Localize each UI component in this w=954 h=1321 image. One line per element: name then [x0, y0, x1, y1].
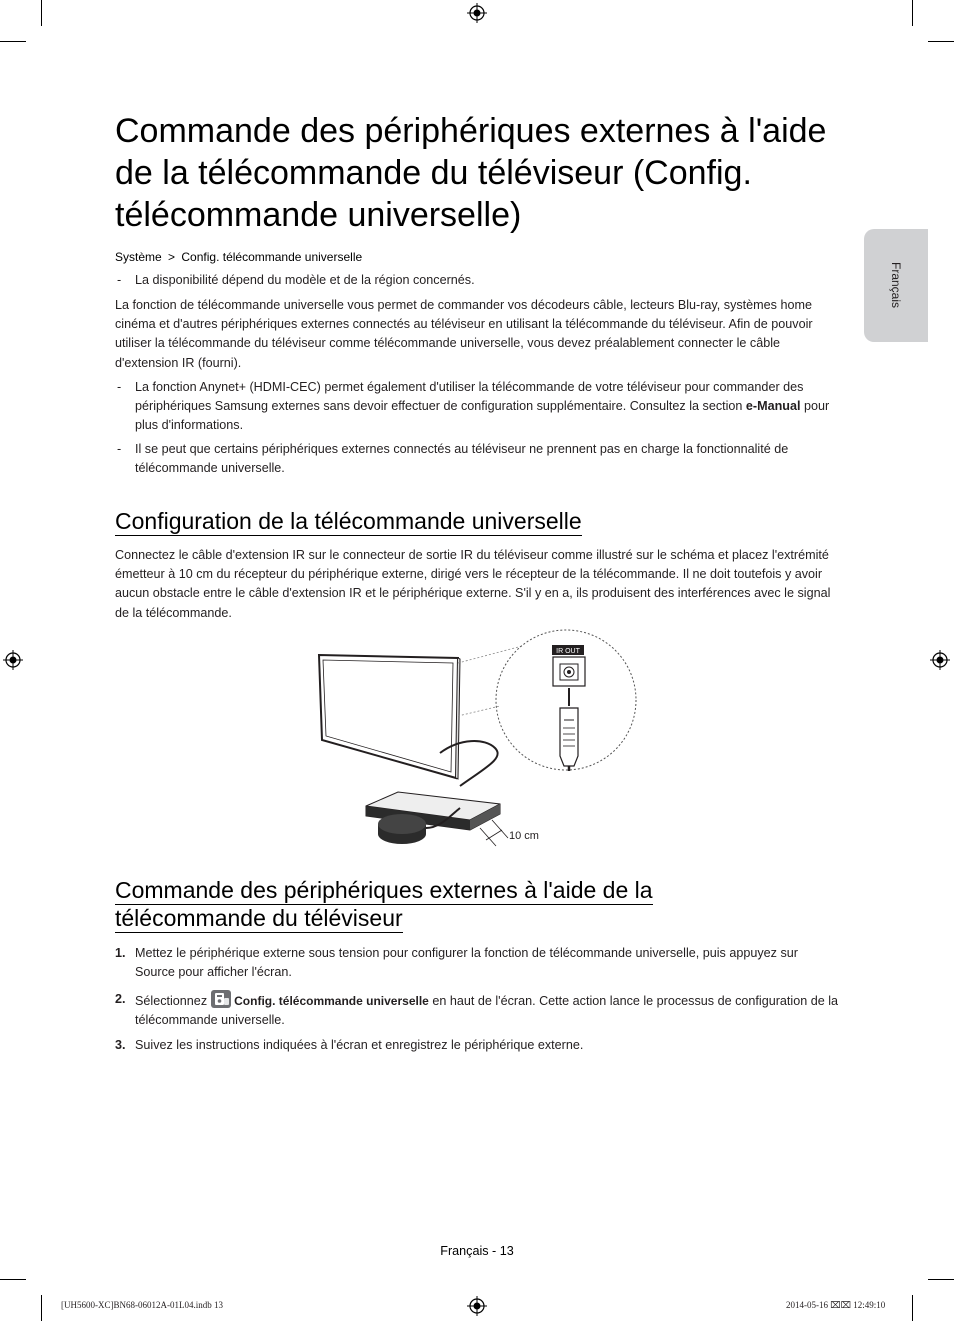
- note: [115, 271, 840, 291]
- note: [115, 440, 840, 480]
- crop-mark: [0, 1279, 26, 1280]
- universal-remote-icon: [211, 990, 231, 1008]
- distance-label: 10 cm: [509, 830, 539, 842]
- step-text: Suivez les instructions indiquées à l'écran et enregistrez le périphérique externe.: [135, 1038, 584, 1052]
- menu-reference: Config. télécommande universelle: [234, 994, 429, 1008]
- crosshair-registration-icon: [3, 650, 23, 670]
- step-item: [115, 944, 840, 984]
- language-side-tab: [864, 229, 928, 342]
- tv-screen: [319, 655, 458, 778]
- ir-extension-diagram: [310, 628, 640, 858]
- emanual-reference: e-Manual: [745, 399, 801, 414]
- page-footer: Français - 13: [440, 1244, 514, 1258]
- step-text: [135, 990, 840, 1030]
- breadcrumb-separator: >: [168, 250, 176, 264]
- breadcrumb-item: Système: [115, 250, 162, 264]
- page-title: Commande des périphériques externes à l'aide de la télécommande du téléviseur (Config. télécommande universelle): [115, 112, 827, 234]
- section-paragraph: Connectez le câble d'extension IR sur le connecteur de sortie IR du téléviseur comme illustré sur le schéma et placez l'extrémité émetteur à 10 cm du récepteur du périphérique externe, dirigé vers le récepteur de la télécommande. Il ne doit toutefois y avoir aucun obstacle entre le câble d'extension IR et le périphérique externe. S'il y en a, ils produisent des interférences avec le signal de la télécommande.: [115, 548, 831, 620]
- crop-mark: [928, 41, 954, 42]
- crop-mark: [41, 1295, 42, 1321]
- step-item: [115, 990, 840, 1030]
- print-slug-left: [UH5600-XC]BN68-06012A-01L04.indb 13: [61, 1300, 223, 1310]
- note-text: La disponibilité dépend du modèle et de la région concernés.: [135, 273, 475, 287]
- step-number: 3.: [115, 1038, 126, 1052]
- section-heading-text: Configuration de la télécommande universelle: [115, 508, 582, 534]
- section-heading: [115, 507, 582, 535]
- section-heading: [115, 876, 755, 932]
- crosshair-registration-icon: [930, 650, 950, 670]
- step-number: 2.: [115, 992, 126, 1006]
- intro-paragraph: La fonction de télécommande universelle vous permet de commander vos décodeurs câble, lecteurs Blu-ray, systèmes home cinéma et d'autres périphériques externes connectés au téléviseur en utilisant la télécommande du téléviseur. Afin de pouvoir utiliser la télécommande du téléviseur comme télécommande universelle, vous devez préalablement connecter le câble d'extension IR (fourni).: [115, 298, 813, 370]
- crosshair-registration-icon: [467, 1296, 487, 1316]
- language-side-tab-label: Français: [889, 261, 903, 309]
- note-dash: -: [117, 380, 122, 394]
- note-dash: -: [117, 273, 122, 287]
- step-text-part: en haut de l'écran. Cette action lance le processus de configuration de la télécommande universelle.: [135, 994, 839, 1028]
- note-text-part: La fonction Anynet+ (HDMI-CEC) permet également d'utiliser la télécommande de votre téléviseur pour commander des périphériques Samsung externes sans devoir effectuer de configuration supplémentaire. Consultez la section: [135, 380, 804, 414]
- note-dash: -: [117, 442, 122, 456]
- section-heading-text: Commande des périphériques externes à l'aide de la télécommande du téléviseur: [115, 877, 653, 931]
- breadcrumb: [115, 249, 362, 265]
- crop-mark: [912, 0, 913, 26]
- crop-mark: [928, 1279, 954, 1280]
- crosshair-registration-icon: [467, 3, 487, 23]
- crop-mark: [41, 0, 42, 26]
- breadcrumb-item: Config. télécommande universelle: [181, 250, 363, 264]
- step-text-part: Sélectionnez: [135, 994, 208, 1008]
- note-text: [135, 378, 840, 436]
- step-item: [115, 1036, 840, 1056]
- print-slug-right: 2014-05-16 ⌧⌧ 12:49:10: [786, 1300, 886, 1310]
- ir-out-label: IR OUT: [556, 648, 580, 655]
- step-number: 1.: [115, 946, 126, 960]
- note-text-part: pour plus d'informations.: [135, 399, 830, 433]
- step-text: Mettez le périphérique externe sous tension pour configurer la fonction de télécommande universelle, puis appuyez sur Source pour afficher l'écran.: [135, 946, 798, 980]
- note: [115, 378, 840, 436]
- note-text: Il se peut que certains périphériques externes connectés au téléviseur ne prennent pas en charge la fonctionnalité de télécommande universelle.: [135, 442, 789, 476]
- crop-mark: [0, 41, 26, 42]
- crop-mark: [912, 1295, 913, 1321]
